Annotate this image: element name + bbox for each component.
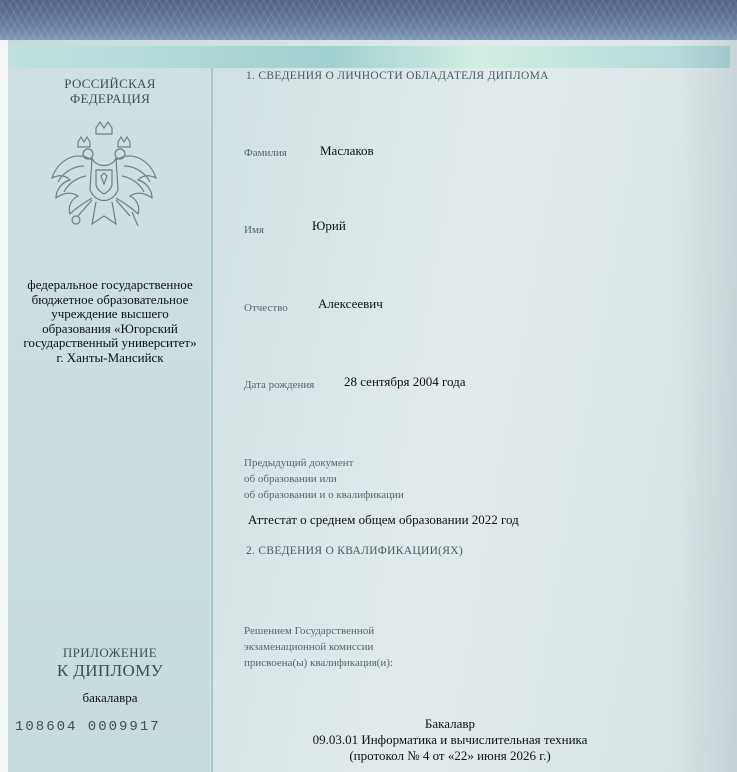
color-band [8, 46, 730, 68]
name-label: Имя [244, 224, 264, 236]
label-line: об образовании и о квалификации [244, 489, 404, 501]
supplement-title [10, 645, 210, 681]
label-line: Решением Государственной [244, 625, 375, 637]
section-1-heading: 1. СВЕДЕНИЯ О ЛИЧНОСТИ ОБЛАДАТЕЛЯ ДИПЛОМА [246, 70, 549, 82]
protocol-note: (протокол № 4 от «22» июня 2026 г.) [349, 748, 551, 763]
university-line: бюджетное образовательное [31, 291, 189, 307]
patronymic-value: Алексеевич [318, 296, 383, 311]
previous-document-value: Аттестат о среднем общем образовании 2022 год [248, 512, 519, 527]
university-line: учреждение высшего [51, 306, 169, 321]
serial-number: 108604 0009917 [15, 719, 161, 735]
patronymic-label: Отчество [244, 302, 288, 314]
previous-document-label [244, 455, 404, 503]
qualification-title: Бакалавр [424, 716, 476, 731]
university-line: государственный университет» [23, 335, 197, 350]
university-line: г. Ханты-Мансийск [56, 349, 164, 365]
section-2-heading: 2. СВЕДЕНИЯ О КВАЛИФИКАЦИИ(ЯХ) [246, 545, 464, 557]
university-line: образования «Югорский [42, 320, 178, 336]
university-line: федеральное государственное [27, 277, 193, 292]
coat-of-arms-icon [48, 120, 160, 240]
qualification-block [300, 716, 600, 764]
commission-decision-label [244, 623, 393, 671]
label-line: присвоена(ы) квалификация(и): [244, 657, 393, 669]
university-name [10, 278, 210, 365]
degree-type: бакалавра [82, 690, 138, 705]
country-name [10, 76, 210, 106]
label-line: экзаменационной комиссии [244, 641, 374, 653]
page-shadow [677, 40, 737, 772]
label-line: Предыдущий документ [244, 457, 354, 469]
surname-value: Маслаков [320, 143, 374, 158]
birthdate-label: Дата рождения [244, 379, 315, 391]
country-line: ФЕДЕРАЦИЯ [69, 91, 151, 106]
page-edge [0, 40, 8, 772]
specialty: 09.03.01 Информатика и вычислительная техника [312, 732, 588, 747]
country-line: РОССИЙСКАЯ [64, 76, 156, 91]
name-value: Юрий [312, 218, 346, 233]
surname-label: Фамилия [244, 147, 287, 159]
supplement-line: К ДИПЛОМУ [56, 661, 164, 680]
label-line: об образовании или [244, 473, 337, 485]
birthdate-value: 28 сентября 2004 года [344, 374, 466, 389]
supplement-line: ПРИЛОЖЕНИЕ [62, 645, 158, 660]
panel-divider [211, 68, 213, 772]
